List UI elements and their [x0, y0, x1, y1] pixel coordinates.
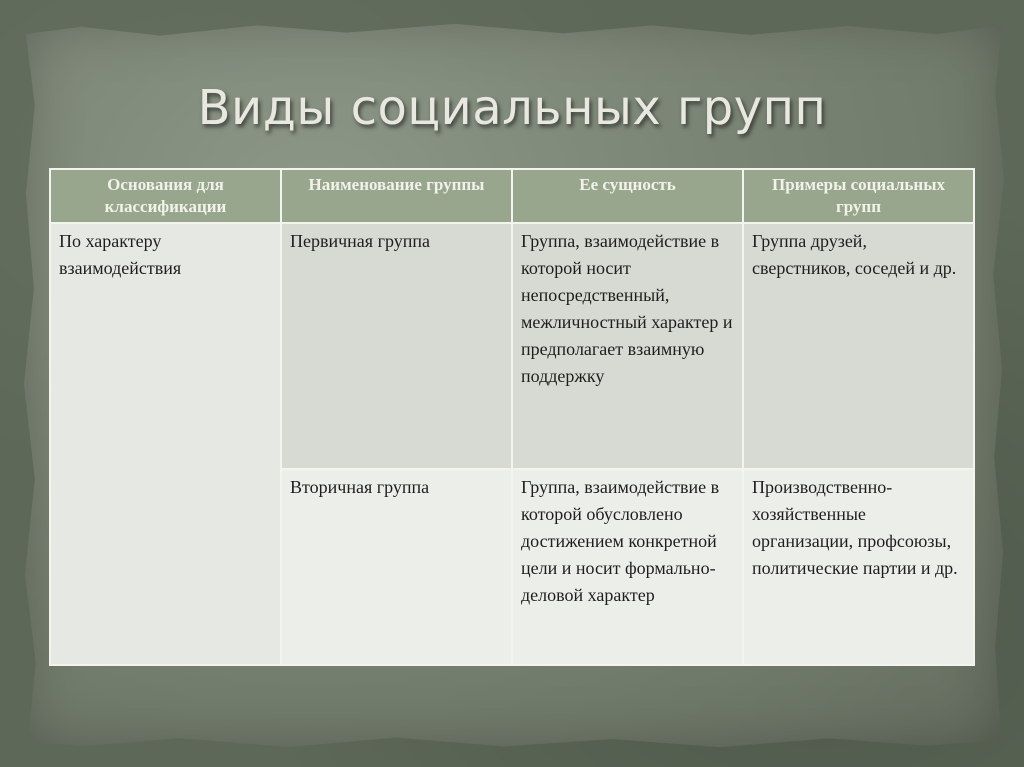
table-row [50, 223, 974, 469]
header-essence: Ее сущность [512, 169, 743, 223]
cell-essence: Группа, взаимодействие в которой обусловлено достижением конкретной цели и носит формально-деловой характер [512, 469, 743, 665]
cell-essence: Группа, взаимодействие в которой носит непосредственный, межличностный характер и предполагает взаимную поддержку [512, 223, 743, 469]
cell-basis: По характеру взаимодействия [50, 223, 281, 665]
cell-group-name: Вторичная группа [281, 469, 512, 665]
header-group-name: Наименование группы [281, 169, 512, 223]
cell-examples: Группа друзей, сверстников, соседей и др. [743, 223, 974, 469]
header-basis: Основания для классификации [50, 169, 281, 223]
social-groups-table [49, 168, 975, 666]
table-header-row [50, 169, 974, 223]
header-examples: Примеры социальных групп [743, 169, 974, 223]
slide-title: Виды социальных групп [197, 80, 827, 136]
cell-group-name: Первичная группа [281, 223, 512, 469]
cell-examples: Производственно-хозяйственные организации, профсоюзы, политические партии и др. [743, 469, 974, 665]
